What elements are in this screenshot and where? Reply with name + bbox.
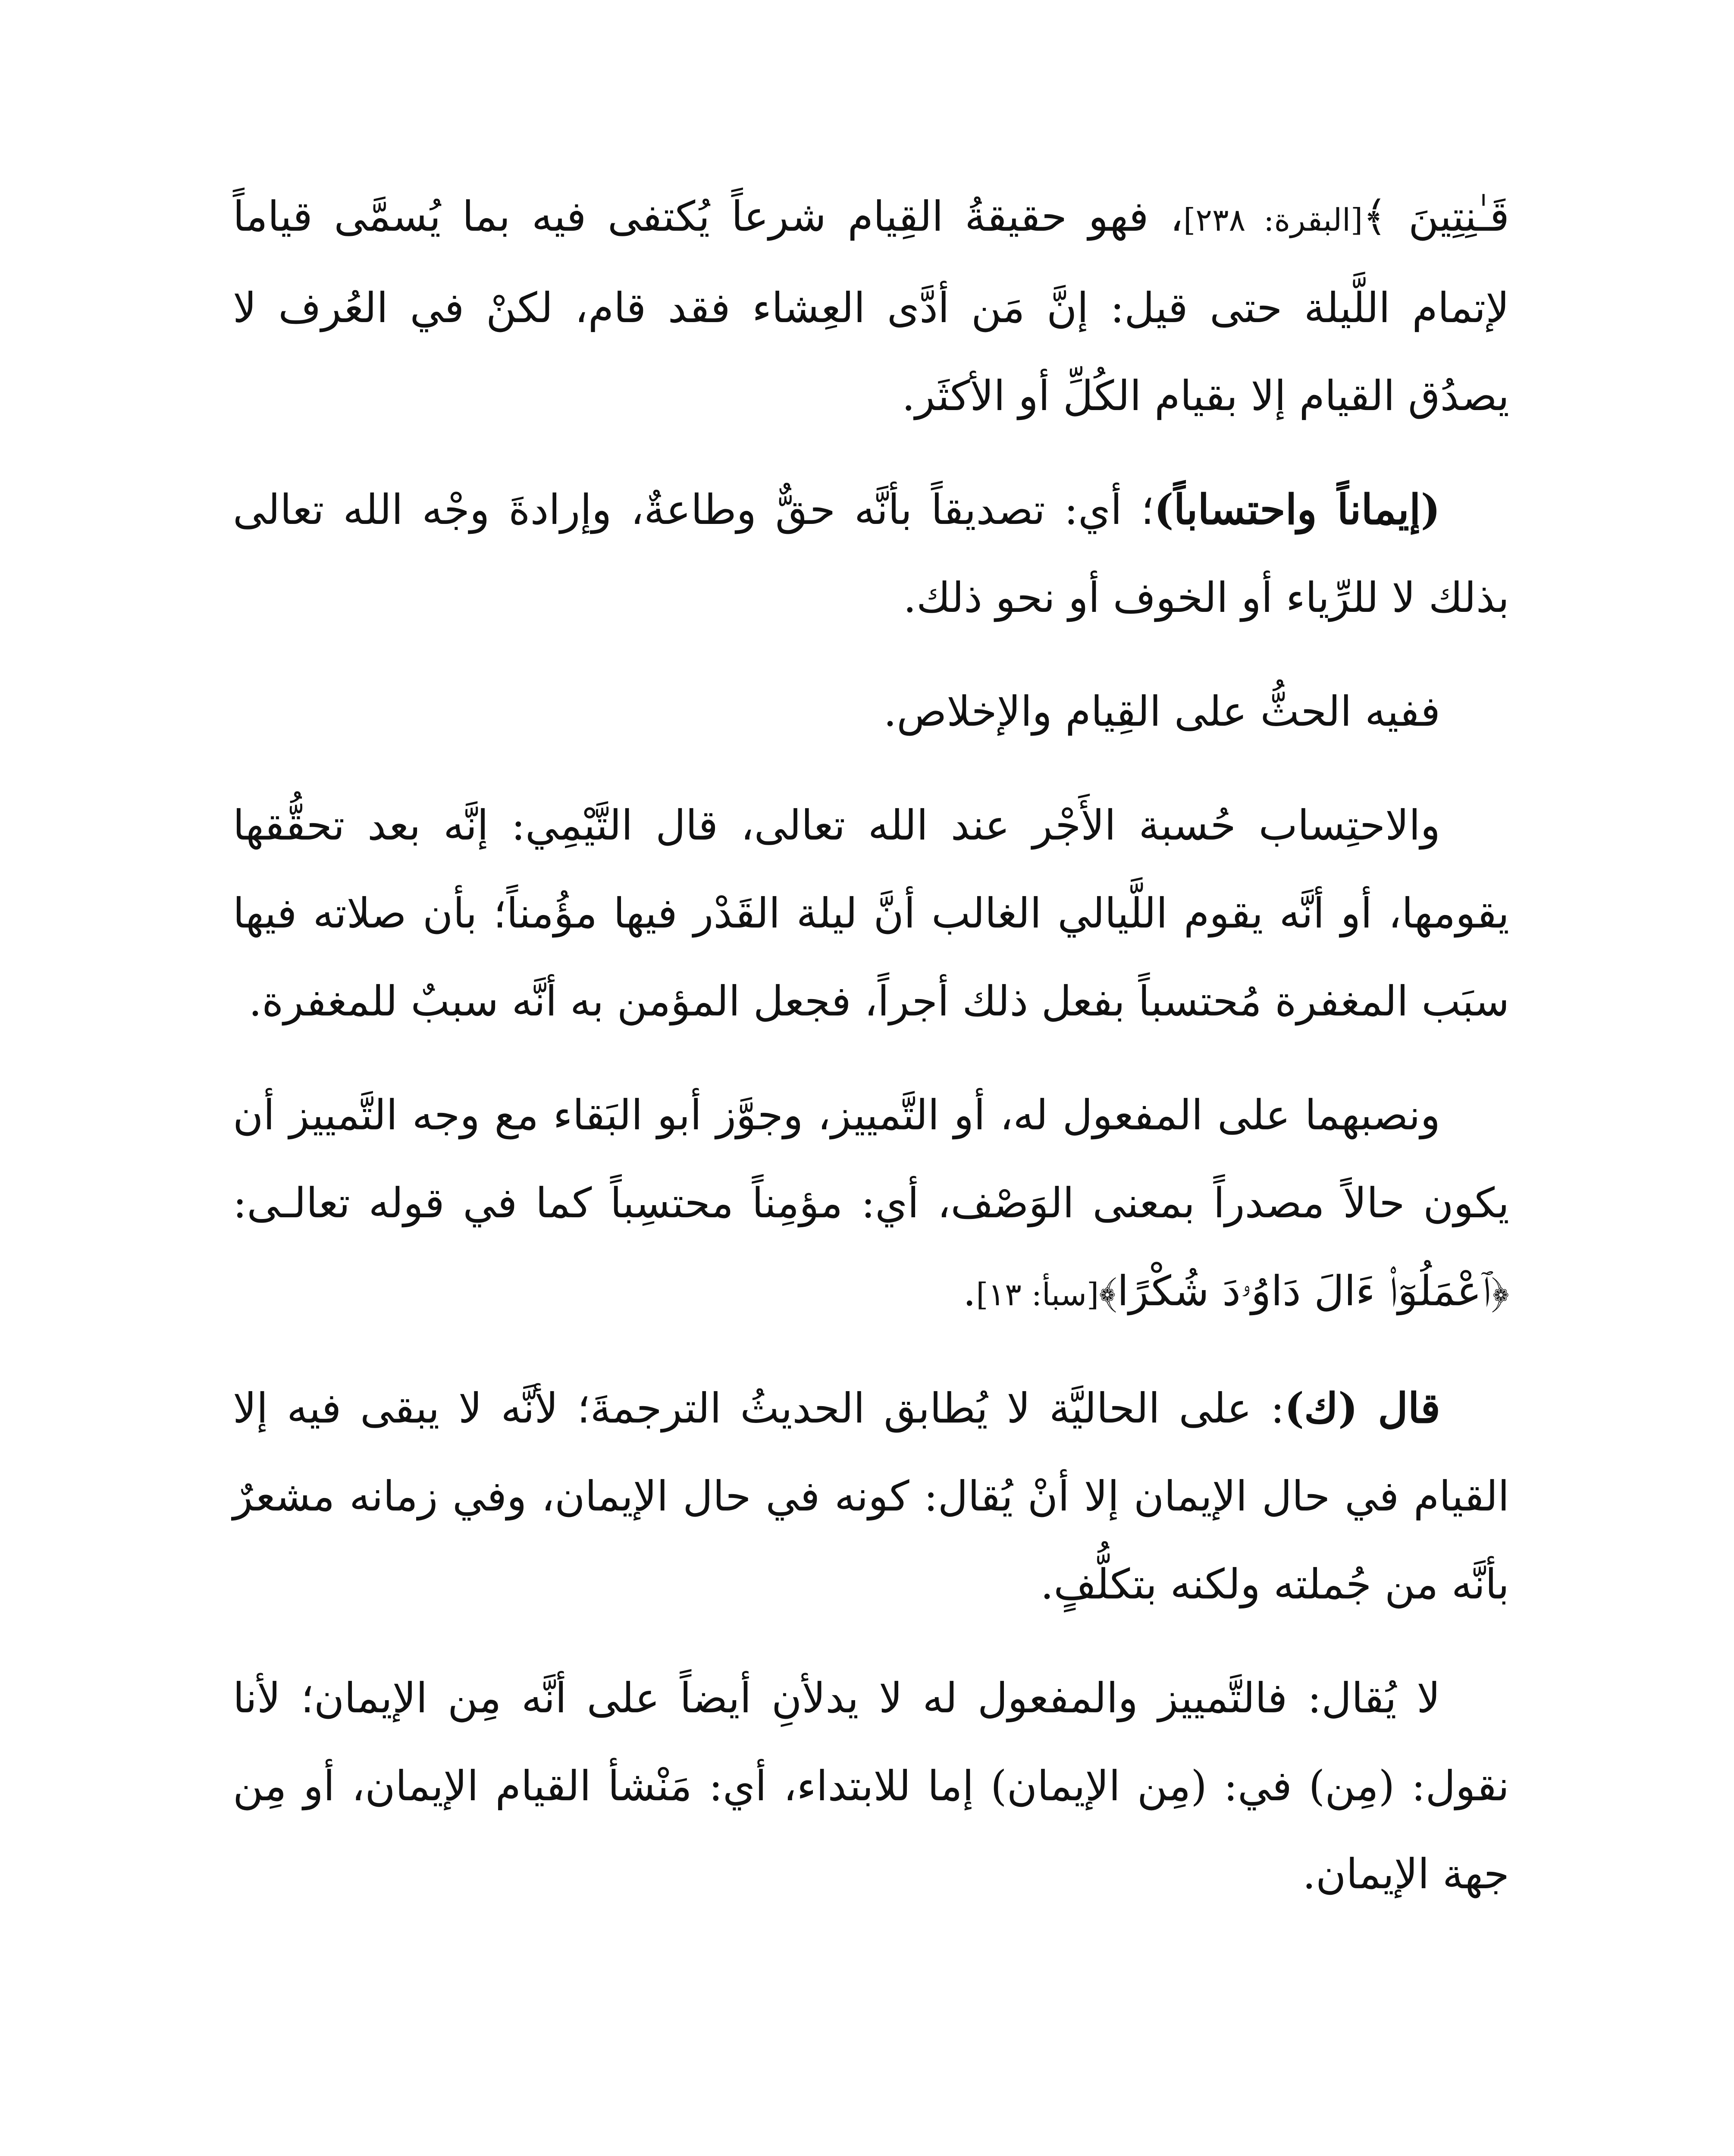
bold-term: (إيماناً واحتساباً) bbox=[1154, 485, 1441, 534]
paragraph-2 bbox=[233, 466, 1509, 642]
paragraph-text: ففيه الحثُّ على القِيام والإخلاص. bbox=[883, 687, 1440, 736]
paragraph-4 bbox=[233, 781, 1509, 1045]
paragraph-text: والاحتِساب حُسبة الأَجْر عند الله تعالى، قال التَّيْمِي: إنَّه بعد تحقُّقها يقومها، أو أنَّه يقوم اللَّيالي الغالب أنَّ ليلة القَدْر فيها مؤُمناً؛ بأن صلاته فيها سبَب المغفرة مُحتسباً بفعل ذلك أجراً، فجعل المؤمن به أنَّه سببٌ للمغفرة. bbox=[233, 801, 1509, 1025]
quran-bracket-open: ﴿ bbox=[1491, 1267, 1509, 1315]
sentence-end: . bbox=[963, 1267, 976, 1315]
paragraph-text: ؛ أي: تصديقاً بأنَّه حقٌّ وطاعةٌ، وإرادةَ وجْه الله تعالى بذلك لا للرِّياء أو الخوف أو نحو ذلك. bbox=[233, 486, 1509, 622]
bold-term: قال (ك) bbox=[1284, 1384, 1441, 1432]
paragraph-7 bbox=[233, 1654, 1509, 1918]
quran-bracket-close: ﴾ bbox=[1099, 1267, 1117, 1315]
quran-reference: [البقرة: ٢٣٨] bbox=[1183, 202, 1363, 238]
paragraph-text: : على الحاليَّة لا يُطابق الحديثُ الترجمةَ؛ لأنَّه لا يبقى فيه إلا القيام في حال الإيمان إلا أنْ يُقال: كونه في حال الإيمان، وفي زمانه مشعرٌ بأنَّه من جُملته ولكنه بتكلُّفٍ. bbox=[233, 1384, 1509, 1608]
quran-verse: ٱعْمَلُوٓا۟ ءَالَ دَاوُۥدَ شُكْرًا bbox=[1117, 1267, 1491, 1315]
paragraph-1 bbox=[233, 172, 1509, 440]
paragraph-text: ونصبهما على المفعول له، أو التَّمييز، وجوَّز أبو البَقاء مع وجه التَّمييز أن يكون حالاً مصدراً بمعنى الوَصْف، أي: مؤمِناً محتسِباً كما في قوله تعالـى: bbox=[233, 1091, 1509, 1227]
paragraph-text: ، فهو حقيقةُ القِيام شرعاً يُكتفى فيه بما يُسمَّى قياماً لإتمام اللَّيلة حتى قيل: إنَّ مَن أدَّى العِشاء فقد قام، لكنْ في العُرف لا يصدُق القيام إلا بقيام الكُلِّ أو الأكثَر. bbox=[233, 192, 1510, 420]
paragraph-6 bbox=[233, 1364, 1509, 1628]
page-body bbox=[233, 172, 1509, 2156]
quran-bracket-close: ﴾ bbox=[1363, 192, 1387, 241]
paragraph-3 bbox=[233, 667, 1509, 755]
quran-reference: [سبأ: ١٣] bbox=[976, 1276, 1099, 1313]
quran-word: قَـٰنِتِينَ bbox=[1408, 192, 1510, 241]
paragraph-text: لا يُقال: فالتَّمييز والمفعول له لا يدلأنِ أيضاً على أنَّه مِن الإيمان؛ لأنا نقول: (مِن) في: (مِن الإيمان) إما للابتداء، أي: مَنْشأ القيام الإيمان، أو مِن جهة الإيمان. bbox=[233, 1674, 1509, 1898]
paragraph-5 bbox=[233, 1071, 1509, 1338]
